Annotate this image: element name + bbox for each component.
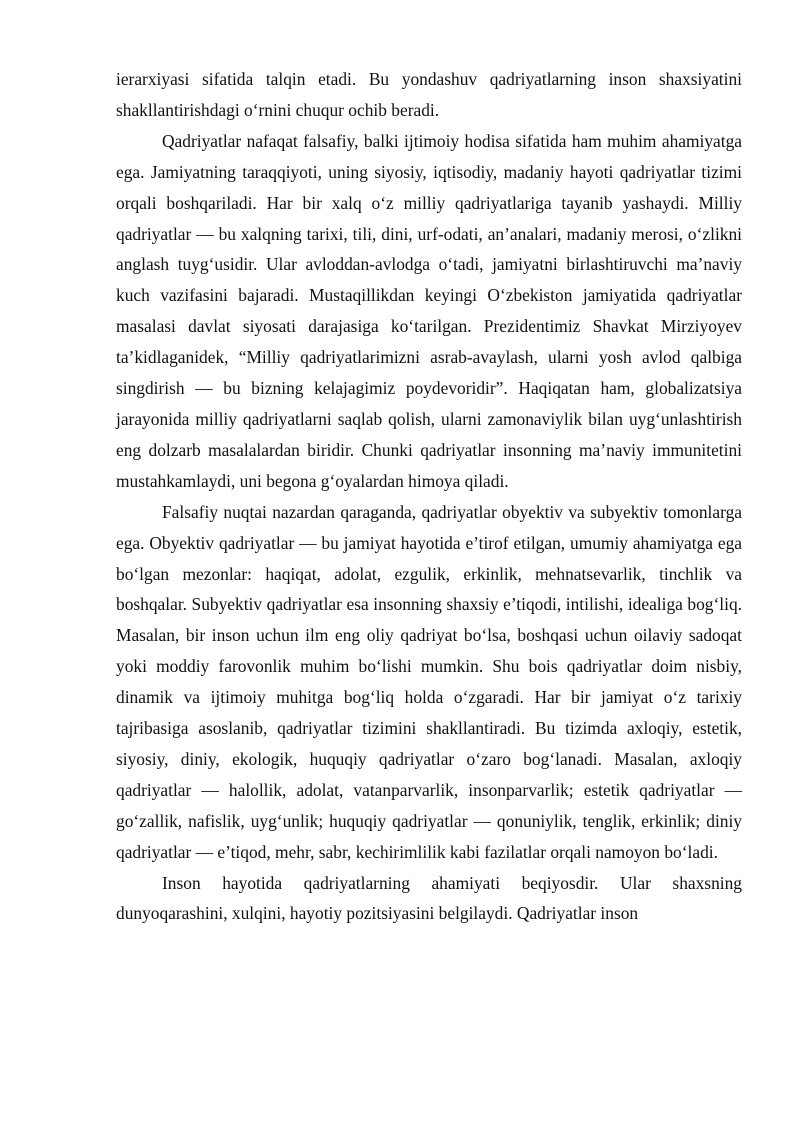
paragraph-continuation: ierarxiyasi sifatida talqin etadi. Bu yondashuv qadriyatlarning inson shaxsiyatini shakllantirishdagi o‘rnini chuqur ochib beradi. — [116, 69, 742, 120]
paragraph-importance-of-values: Inson hayotida qadriyatlarning ahamiyati beqiyosdir. Ular shaxsning dunyoqarashini, xulqini, hayotiy pozitsiyasini belgilaydi. Qadriyatlar inson — [116, 872, 742, 924]
paragraph-philosophical-values: Falsafiy nuqtai nazardan qaraganda, qadriyatlar obyektiv va subyektiv tomonlarga ega. Obyektiv qadriyatlar — bu jamiyat hayotida e’tirof etilgan, umumiy ahamiyatga ega bo‘lgan mezonlar: haqiqat, adolat, ezgulik, erkinlik, mehnatsevarlik, tinchlik va boshqalar. Subyektiv qadriyatlar esa insonning shaxsiy e’tiqodi, intilishi, idealiga bog‘liq. Masalan, bir inson uchun ilm eng oliy qadriyat bo‘lsa, boshqasi uchun oilaviy sadoqat yoki moddiy farovonlik muhim bo‘lishi mumkin. Shu bois qadriyatlar doim nisbiy, dinamik va ijtimoiy muhitga bog‘liq holda o‘zgaradi. Har bir jamiyat o‘z tarixiy tajribasiga asoslanib, qadriyatlar tizimini shakllantiradi. Bu tizimda axloqiy, estetik, siyosiy, diniy, ekologik, huquqiy qadriyatlar o‘zaro bog‘lanadi. Masalan, axloqiy qadriyatlar — halollik, adolat, vatanparvarlik, insonparvarlik; estetik qadriyatlar — go‘zallik, nafislik, uyg‘unlik; huquqiy qadriyatlar — qonuniylik, tenglik, erkinlik; diniy qadriyatlar — e’tiqod, mehr, sabr, kechirimlilik kabi fazilatlar orqali namoyon bo‘ladi. — [116, 501, 742, 862]
paragraph-social-values: Qadriyatlar nafaqat falsafiy, balki ijtimoiy hodisa sifatida ham muhim ahamiyatga ega. Jamiyatning taraqqiyoti, uning siyosiy, iqtisodiy, madaniy hayoti qadriyatlar tizimi orqali boshqariladi. Har bir xalq o‘z milliy qadriyatlariga tayanib yashaydi. Milliy qadriyatlar — bu xalqning tarixi, tili, dini, urf-odati, an’analari, madaniy merosi, o‘zlikni anglash tuyg‘usidir. Ular avloddan-avlodga o‘tadi, jamiyatni birlashtiruvchi ma’naviy kuch vazifasini bajaradi. Mustaqillikdan keyingi O‘zbekiston jamiyatida qadriyatlar masalasi davlat siyosati darajasiga ko‘tarilgan. Prezidentimiz Shavkat Mirziyoyev ta’kidlaganidek, “Milliy qadriyatlarimizni asrab-avaylash, ularni yosh avlod qalbiga singdirish — bu bizning kelajagimiz poydevoridir”. Haqiqatan ham, globalizatsiya jarayonida milliy qadriyatlarni saqlab qolish, ularni zamonaviylik bilan uyg‘unlashtirish eng dolzarb masalalardan biridir. Chunki qadriyatlar insonning ma’naviy immunitetini mustahkamlaydi, uni begona g‘oyalardan himoya qiladi. — [116, 130, 742, 491]
document-page — [116, 64, 742, 929]
